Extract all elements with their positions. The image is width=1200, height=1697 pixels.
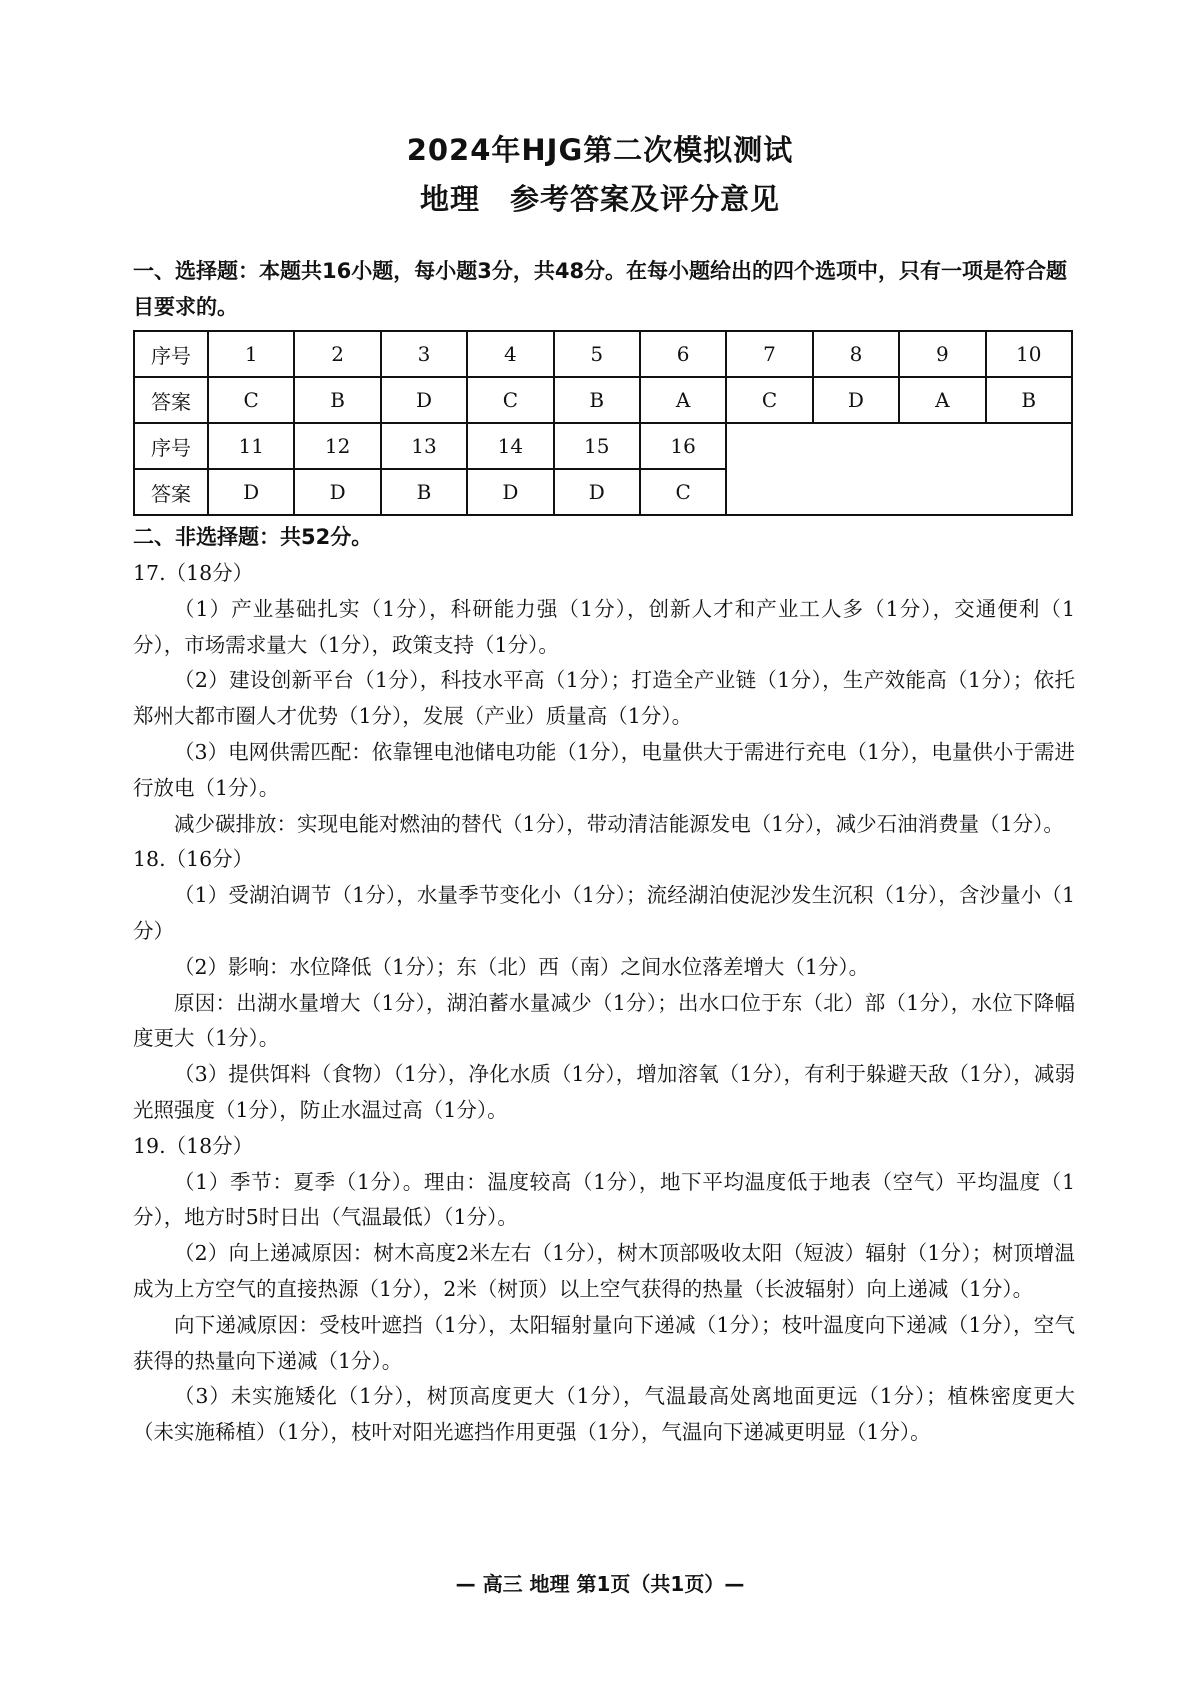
table-row <box>134 377 1072 423</box>
answer-cell: A <box>640 377 726 423</box>
q17-part3-continued: 减少碳排放：实现电能对燃油的替代（1分），带动清洁能源发电（1分），减少石油消费量（1分）。 <box>174 811 1064 836</box>
question-number: 1 <box>208 331 294 377</box>
q18-part2-continued: 原因：出湖水量增大（1分），湖泊蓄水量减少（1分）；出水口位于东（北）部（1分），水位下降幅度更大（1分）。 <box>133 990 1075 1051</box>
answer-cell: D <box>208 469 294 515</box>
row-label: 序号 <box>134 331 208 377</box>
q19-part3: （3）未实施矮化（1分），树顶高度更大（1分），气温最高处离地面更远（1分）；植株密度更大（未实施稀植）（1分），枝叶对阳光遮挡作用更强（1分），气温向下递减更明显（1分）。 <box>133 1384 1075 1445</box>
section2-heading: 二、非选择题：共52分。 <box>133 525 373 549</box>
answer-cell: B <box>381 469 467 515</box>
q19-part1: （1）季节：夏季（1分）。理由：温度较高（1分），地下平均温度低于地表（空气）平均温度（1分），地方时5时日出（气温最低）（1分）。 <box>133 1169 1075 1230</box>
answer-cell: B <box>986 377 1072 423</box>
q18-part3: （3）提供饵料（食物）（1分），净化水质（1分），增加溶氧（1分），有利于躲避天敌（1分），减弱光照强度（1分），防止水温过高（1分）。 <box>133 1062 1075 1122</box>
answer-table <box>133 330 1073 516</box>
answer-cell: B <box>294 377 380 423</box>
answer-cell: C <box>726 377 812 423</box>
section2-body <box>133 556 1075 1451</box>
question-number: 8 <box>813 331 899 377</box>
answer-cell: C <box>640 469 726 515</box>
q19-part2: （2）向上递减原因：树木高度2米左右（1分），树木顶部吸收太阳（短波）辐射（1分）；树顶增温成为上方空气的直接热源（1分），2米（树顶）以上空气获得的热量（长波辐射）向上递减（1分）。 <box>133 1241 1075 1301</box>
question-number: 10 <box>986 331 1072 377</box>
answer-cell: C <box>467 377 553 423</box>
question-number: 4 <box>467 331 553 377</box>
answer-cell: B <box>554 377 640 423</box>
answer-cell: D <box>554 469 640 515</box>
table-row <box>134 423 1072 469</box>
answer-cell: A <box>899 377 985 423</box>
row-label: 答案 <box>134 377 208 423</box>
page-subtitle: 地理 参考答案及评分意见 <box>419 182 780 216</box>
answer-cell: D <box>467 469 553 515</box>
answer-cell: D <box>381 377 467 423</box>
answer-cell: C <box>208 377 294 423</box>
question-number: 5 <box>554 331 640 377</box>
question-19-heading: 19.（18分） <box>133 1133 254 1158</box>
answer-cell: D <box>813 377 899 423</box>
page-footer: — 高三 地理 第1页（共1页）— <box>455 1572 745 1596</box>
question-number: 14 <box>467 423 553 469</box>
q17-part2: （2）建设创新平台（1分），科技水平高（1分）；打造全产业链（1分），生产效能高（1分）；依托郑州大都市圈人才优势（1分），发展（产业）质量高（1分）。 <box>133 668 1075 729</box>
answer-cell: D <box>294 469 380 515</box>
question-number: 6 <box>640 331 726 377</box>
q18-part1: （1）受湖泊调节（1分），水量季节变化小（1分）；流经湖泊使泥沙发生沉积（1分），含沙量小（1分） <box>133 883 1075 943</box>
q18-part2: （2）影响：水位降低（1分）；东（北）西（南）之间水位落差增大（1分）。 <box>174 954 870 979</box>
question-number: 3 <box>381 331 467 377</box>
row-label: 答案 <box>134 469 208 515</box>
question-number: 2 <box>294 331 380 377</box>
row-label: 序号 <box>134 423 208 469</box>
section1-heading: 一、选择题：本题共16小题，每小题3分，共48分。在每小题给出的四个选项中，只有一项是符合题目要求的。 <box>133 259 1068 319</box>
question-number: 11 <box>208 423 294 469</box>
page-title: 2024年HJG第二次模拟测试 <box>406 133 794 167</box>
q17-part1: （1）产业基础扎实（1分），科研能力强（1分），创新人才和产业工人多（1分），交通便利（1分），市场需求量大（1分），政策支持（1分）。 <box>133 596 1075 657</box>
question-number: 15 <box>554 423 640 469</box>
q19-part2-continued: 向下递减原因：受枝叶遮挡（1分），太阳辐射量向下递减（1分）；枝叶温度向下递减（1分），空气获得的热量向下递减（1分）。 <box>133 1312 1075 1373</box>
question-18-heading: 18.（16分） <box>133 847 254 872</box>
q17-part3: （3）电网供需匹配：依靠锂电池储电功能（1分），电量供大于需进行充电（1分），电量供小于需进行放电（1分）。 <box>133 739 1075 800</box>
question-number: 13 <box>381 423 467 469</box>
question-number: 9 <box>899 331 985 377</box>
question-number: 7 <box>726 331 812 377</box>
empty-cell <box>726 423 1072 515</box>
question-number: 12 <box>294 423 380 469</box>
question-number: 16 <box>640 423 726 469</box>
table-row <box>134 331 1072 377</box>
question-17-heading: 17.（18分） <box>133 561 254 585</box>
